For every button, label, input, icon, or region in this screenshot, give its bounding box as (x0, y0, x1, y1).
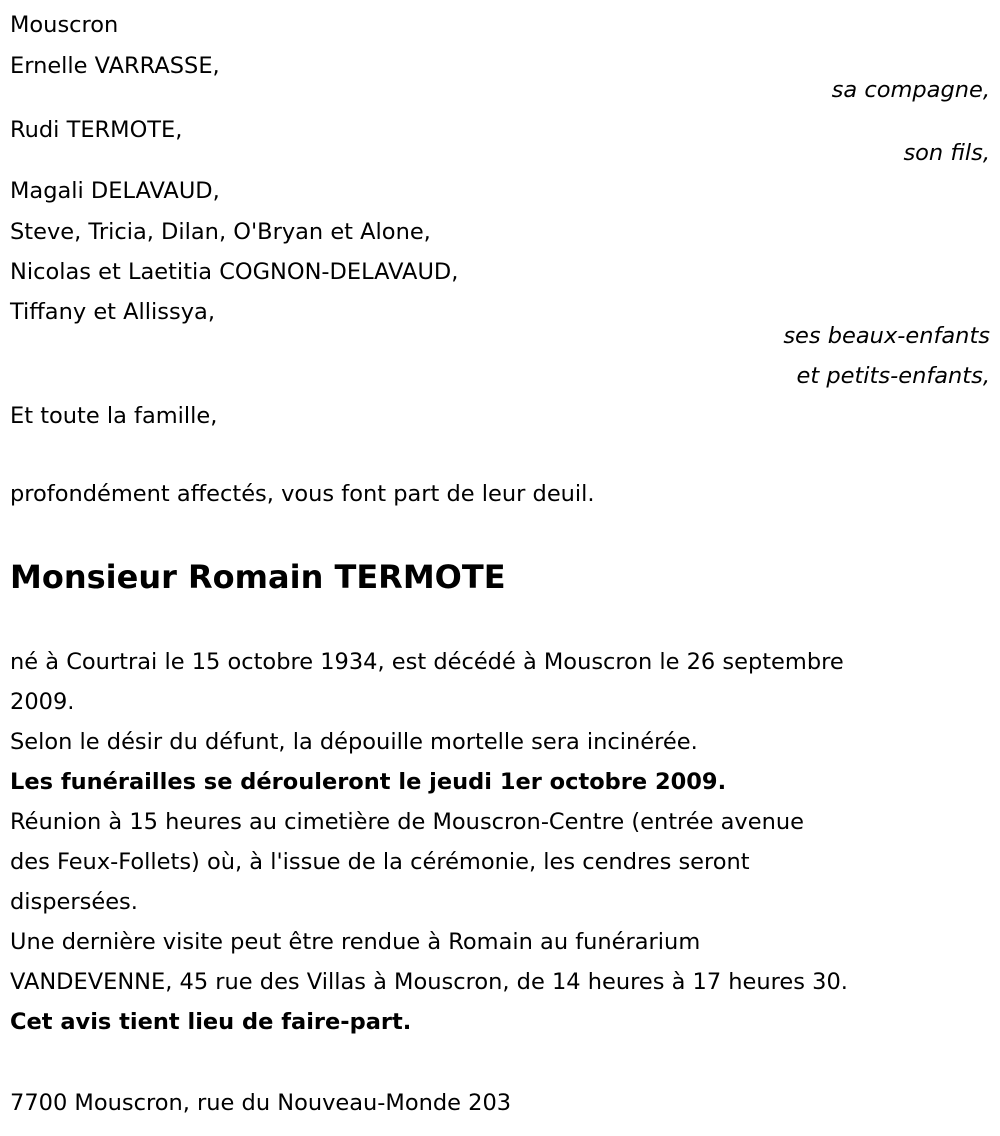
funeral-date: Les funérailles se dérouleront le jeudi 1er octobre 2009. (10, 769, 727, 795)
family-relation: son fils, (903, 140, 990, 166)
address: 7700 Mouscron, rue du Nouveau-Monde 203 (10, 1090, 512, 1116)
family-name: Tiffany et Allissya, (10, 299, 215, 325)
family-name: Magali DELAVAUD, (10, 178, 220, 204)
body-line: Selon le désir du défunt, la dépouille mortelle sera incinérée. (10, 729, 698, 755)
family-name: Ernelle VARRASSE, (10, 53, 220, 79)
body-line: Réunion à 15 heures au cimetière de Mouscron-Centre (entrée avenue (10, 809, 804, 835)
family-name: Rudi TERMOTE, (10, 117, 183, 143)
family-relation: sa compagne, (831, 77, 990, 103)
family-relation: ses beaux-enfants (783, 323, 990, 349)
family-name: Steve, Tricia, Dilan, O'Bryan et Alone, (10, 219, 431, 245)
place: Mouscron (10, 12, 119, 38)
body-line: 2009. (10, 689, 75, 715)
notice-statement: Cet avis tient lieu de faire-part. (10, 1009, 412, 1035)
deceased-name: Monsieur Romain TERMOTE (10, 558, 506, 596)
body-line: né à Courtrai le 15 octobre 1934, est décédé à Mouscron le 26 septembre (10, 649, 844, 675)
body-line: des Feux-Follets) où, à l'issue de la cérémonie, les cendres seront (10, 849, 750, 875)
body-line: Une dernière visite peut être rendue à Romain au funérarium (10, 929, 701, 955)
body-line: VANDEVENNE, 45 rue des Villas à Mouscron, de 14 heures à 17 heures 30. (10, 969, 848, 995)
announcement: profondément affectés, vous font part de leur deuil. (10, 481, 595, 507)
body-line: dispersées. (10, 889, 138, 915)
family-name: Et toute la famille, (10, 403, 218, 429)
family-name: Nicolas et Laetitia COGNON-DELAVAUD, (10, 259, 459, 285)
family-relation: et petits-enfants, (796, 363, 990, 389)
